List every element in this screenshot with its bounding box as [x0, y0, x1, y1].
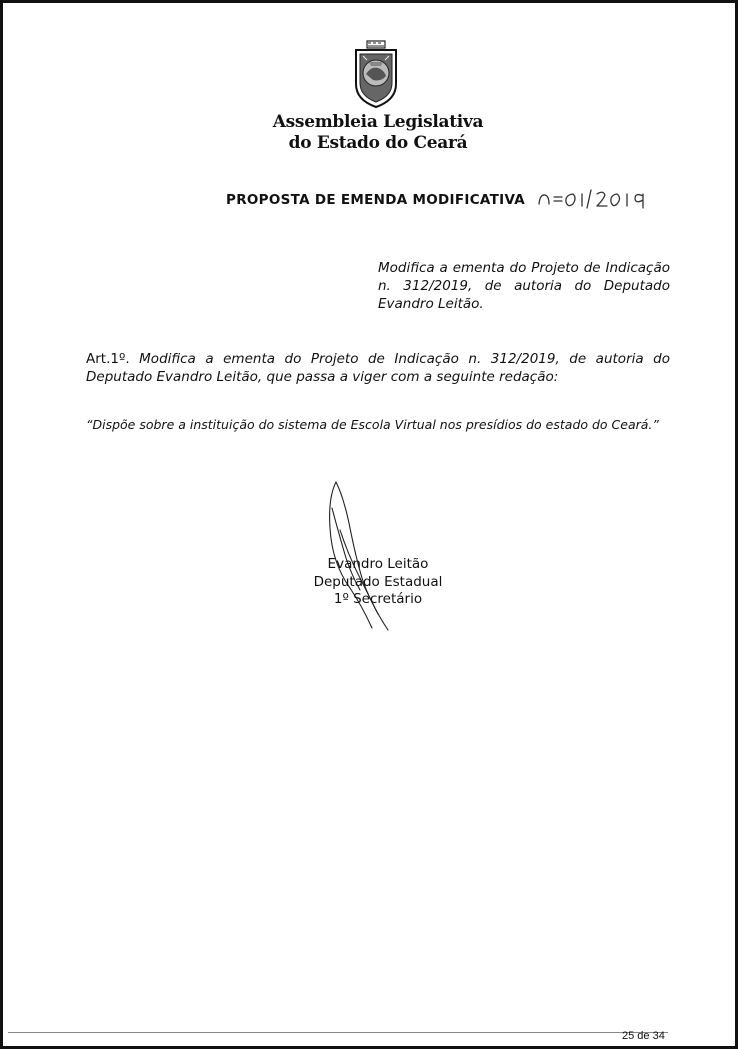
article-text: Modifica a ementa do Projeto de Indicação n. 312/2019, de autoria do Deputado Evandro Leitão, que passa a viger com a seguinte redação: [86, 351, 670, 385]
page-number: 25 de 34 [622, 1030, 665, 1042]
institution-name-line1: Assembleia Legislativa [272, 112, 484, 132]
signatory-name: Evandro Leitão [327, 556, 429, 572]
article-1 [86, 350, 670, 386]
handwritten-document-number [535, 182, 685, 214]
article-label: Art.1º. [86, 351, 130, 367]
signatory-role: Deputado Estadual [313, 573, 443, 590]
ementa-summary: Modifica a ementa do Projeto de Indicação n. 312/2019, de autoria do Deputado Evandro Leitão. [378, 260, 670, 312]
institution-name-line2: do Estado do Ceará [288, 133, 468, 153]
state-coat-of-arms-icon [351, 40, 401, 108]
signatory-position: 1º Secretário [333, 591, 423, 607]
signature-block [300, 556, 456, 609]
new-ementa-quote: “Dispõe sobre a instituição do sistema de Escola Virtual nos presídios do estado do Ceará.” [86, 417, 659, 432]
document-title: PROPOSTA DE EMENDA MODIFICATIVA [226, 192, 526, 208]
footer-divider [8, 1032, 668, 1033]
